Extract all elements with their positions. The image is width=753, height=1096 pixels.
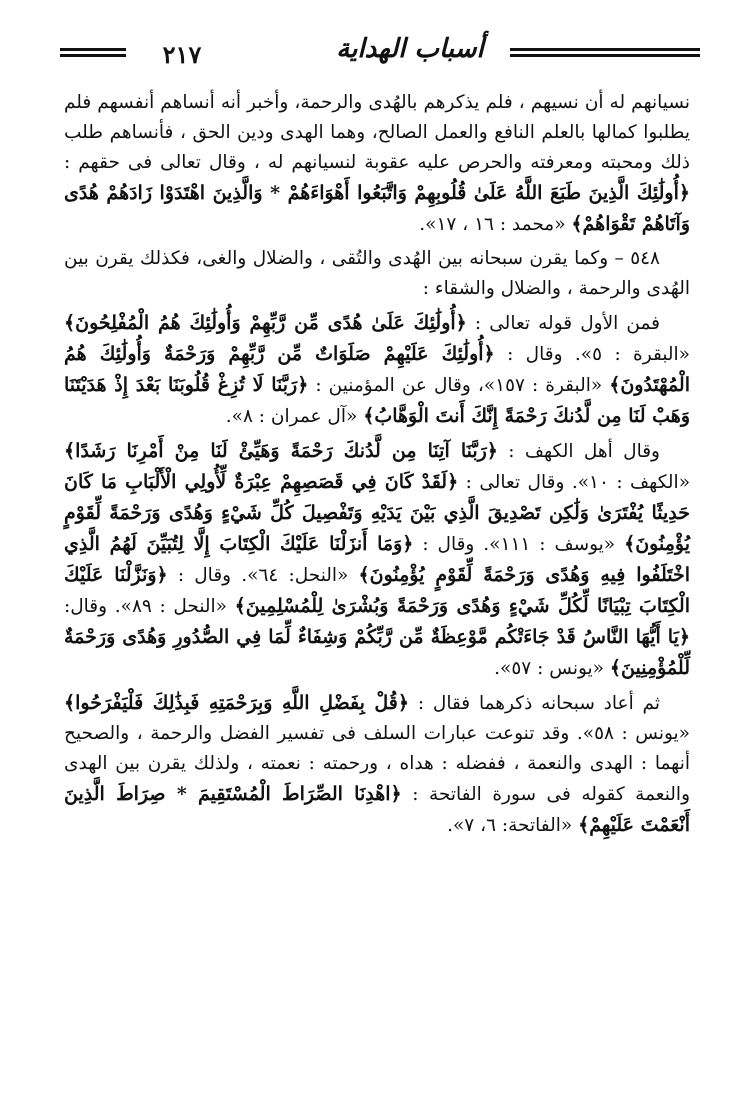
text-segment: «الكهف : ١٠». وقال تعالى : xyxy=(458,472,691,493)
text-segment: «البقرة : ١٥٧»، وقال عن المؤمنين : xyxy=(308,375,610,396)
page-header xyxy=(60,34,700,78)
text-segment: فمن الأول قوله تعالى : xyxy=(466,313,660,334)
paragraph xyxy=(64,688,690,841)
text-segment: «النحل: ٦٤». وقال : xyxy=(167,565,359,586)
running-title: أسباب الهداية xyxy=(336,34,484,64)
quran-verse: ﴿اهْدِنَا الصِّرَاطَ الْمُسْتَقِيمَ * صِرَاطَ الَّذِينَ أَنْعَمْتَ عَلَيْهِمْ﴾ xyxy=(64,783,690,836)
text-segment: ٥٤٨ – وكما يقرن سبحانه بين الهُدى والتُقى ، والضلال والغى، فكذلك يقرن بين الهُدى والرحمة ، والضلال والشقاء : xyxy=(64,248,690,299)
text-segment: «يونس : ٥٧». xyxy=(494,658,610,679)
quran-verse: ﴿قُلْ بِفَضْلِ اللَّهِ وَبِرَحْمَتِهِ فَبِذَٰلِكَ فَلْيَفْرَحُوا﴾ xyxy=(64,692,410,714)
quran-verse: ﴿أُولَٰئِكَ عَلَىٰ هُدًى مِّن رَّبِّهِمْ وَأُولَٰئِكَ هُمُ الْمُفْلِحُونَ﴾ xyxy=(64,312,467,334)
quran-verse: ﴿رَبَّنَا آتِنَا مِن لَّدُنكَ رَحْمَةً وَهَيِّئْ لَنَا مِنْ أَمْرِنَا رَشَدًا﴾ xyxy=(64,440,498,462)
quran-verse: ﴿وَمَا أَنزَلْنَا عَلَيْكَ الْكِتَابَ إِلَّا لِتُبَيِّنَ لَهُمُ الَّذِي اخْتَلَفُوا فِيهِ وَهُدًى وَرَحْمَةً لِّقَوْمٍ يُؤْمِنُونَ﴾ xyxy=(64,533,691,586)
text-segment: نسيانهم له أن نسيهم ، فلم يذكرهم بالهُدى والرحمة، وأخبر أنه أنساهم أنفسهم فلم يطلبوا كمالها بالعلم النافع والعمل الصالح، وهما الهدى ودين الحق ، فأنساهم طلب ذلك ومحبته ومعرفته والحرص عليه عقوبة لنسيانهم له ، وقال تعالى فى حقهم : xyxy=(64,92,690,173)
quran-verse: ﴿يَا أَيُّهَا النَّاسُ قَدْ جَاءَتْكُم مَّوْعِظَةٌ مِّن رَّبِّكُمْ وَشِفَاءٌ لِّمَا فِي الصُّدُورِ وَهُدًى وَرَحْمَةٌ لِّلْمُؤْمِنِينَ﴾ xyxy=(64,626,690,679)
text-segment: «الفاتحة: ٦، ٧». xyxy=(447,815,579,836)
paragraph xyxy=(64,88,690,240)
text-segment: «يوسف : ١١١». وقال : xyxy=(413,534,625,555)
quran-verse: ﴿رَبَّنَا لَا تُزِغْ قُلُوبَنَا بَعْدَ إِذْ هَدَيْتَنَا وَهَبْ لَنَا مِن لَّدُنكَ رَحْمَةً إِنَّكَ أَنتَ الْوَهَّابُ﴾ xyxy=(64,374,690,427)
text-segment: «يونس : ٥٨». وقد تنوعت عبارات السلف فى تفسير الفضل والرحمة ، والصحيح أنهما : الهدى والنعمة ، ففضله : هداه ، ورحمته : نعمته ، ولذلك يقرن بين الهدى والنعمة كقوله فى سورة الفاتحة : xyxy=(64,723,690,805)
text-segment: «آل عمران : ٨». xyxy=(225,406,364,427)
paragraph xyxy=(64,308,690,432)
page-number: ٢١٧ xyxy=(162,40,202,69)
quran-verse: ﴿لَقَدْ كَانَ فِي قَصَصِهِمْ عِبْرَةٌ لِّأُولِي الْأَلْبَابِ مَا كَانَ حَدِيثًا يُفْتَرَىٰ وَلَٰكِن تَصْدِيقَ الَّذِي بَيْنَ يَدَيْهِ وَتَفْصِيلَ كُلِّ شَيْءٍ وَهُدًى وَرَحْمَةً لِّقَوْمٍ يُؤْمِنُونَ﴾ xyxy=(64,471,690,555)
text-segment: ثم أعاد سبحانه ذكرهما فقال : xyxy=(409,693,660,714)
quran-verse: ﴿أُولَٰئِكَ الَّذِينَ طَبَعَ اللَّهُ عَلَىٰ قُلُوبِهِمْ وَاتَّبَعُوا أَهْوَاءَهُمْ * وَالَّذِينَ اهْتَدَوْا زَادَهُمْ هُدًى وَآتَاهُمْ تَقْوَاهُمْ﴾ xyxy=(64,182,690,235)
text-segment: وقال أهل الكهف : xyxy=(497,441,660,462)
text-segment: «البقرة : ٥». وقال : xyxy=(494,344,690,365)
paragraph xyxy=(64,244,690,304)
paragraph xyxy=(64,436,690,684)
header-rule-right xyxy=(510,48,700,66)
text-segment: «النحل : ٨٩». وقال: xyxy=(64,596,235,617)
quran-verse: ﴿وَنَزَّلْنَا عَلَيْكَ الْكِتَابَ تِبْيَانًا لِّكُلِّ شَيْءٍ وَهُدًى وَرَحْمَةً وَبُشْرَىٰ لِلْمُسْلِمِينَ﴾ xyxy=(64,564,691,617)
body-text xyxy=(64,88,690,845)
quran-verse: ﴿أُولَٰئِكَ عَلَيْهِمْ صَلَوَاتٌ مِّن رَّبِّهِمْ وَرَحْمَةٌ وَأُولَٰئِكَ هُمُ الْمُهْتَدُونَ﴾ xyxy=(64,343,690,396)
text-segment: «محمد : ١٦ ، ١٧». xyxy=(419,214,572,235)
header-rule-left xyxy=(60,48,126,66)
